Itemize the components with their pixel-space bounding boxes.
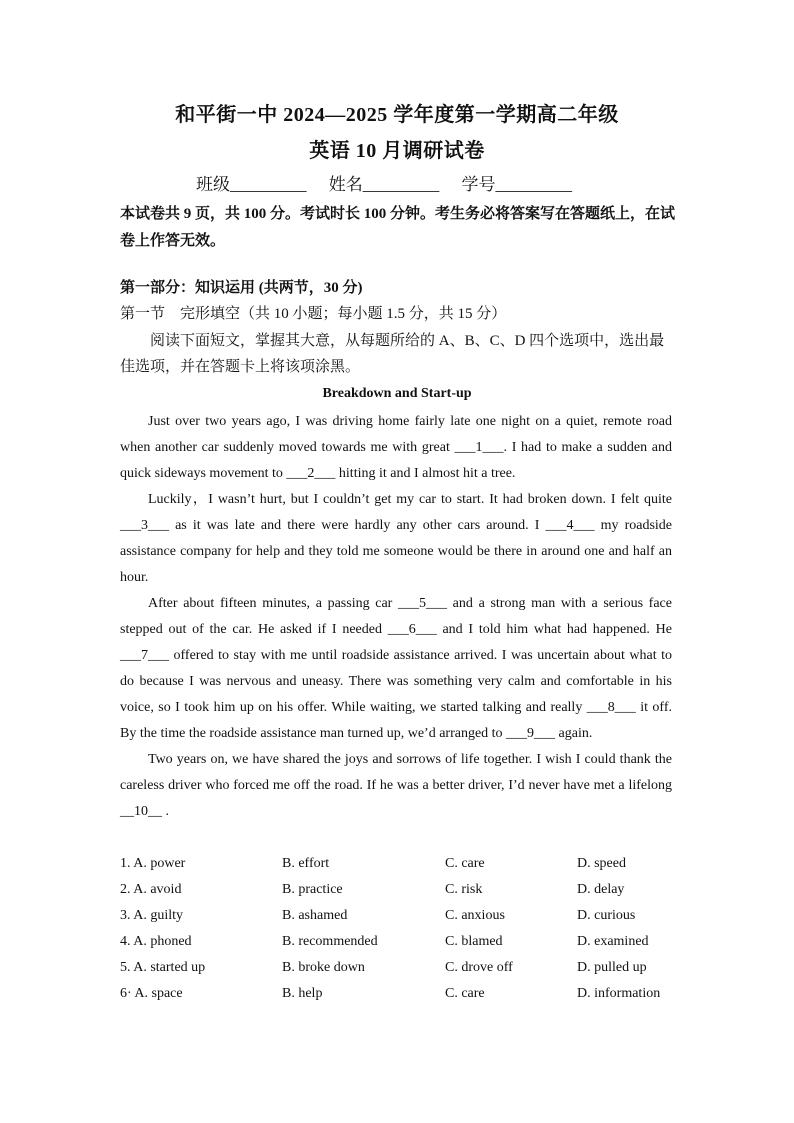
option-a: 3. A. guilty	[120, 908, 184, 923]
class-field: 班级_________	[196, 175, 307, 194]
name-field: 姓名_________	[328, 175, 440, 194]
option-b: B. help	[282, 986, 323, 1001]
option-b: B. ashamed	[282, 908, 348, 923]
passage-body	[120, 409, 672, 825]
passage-paragraph: After about fifteen minutes, a passing car ___5___ and a strong man with a serious face stepped out of the car. He asked if I needed ___6___ and I told him what had happened. He ___7___ offered to stay with me until roadside assistance arrived. I was uncertain about what to do because I was nervous and uneasy. There was something very calm and comfortable in his voice, so I took him up on his offer. While waiting, we started talking and really ___8___ it off. By the time the roadside assistance man turned up, we’d arranged to ___9___ again.	[120, 596, 672, 741]
exam-subtitle: 英语 10 月调研试卷	[309, 140, 485, 162]
option-row	[120, 955, 680, 981]
section1-heading: 第一节 完形填空（共 10 小题；每小题 1.5 分，共 15 分）	[120, 306, 507, 322]
option-c: C. drove off	[445, 960, 513, 975]
answer-options	[120, 851, 680, 1007]
option-b: B. recommended	[282, 934, 378, 949]
passage-paragraph: Luckily，I wasn’t hurt, but I couldn’t get my car to start. It had broken down. I felt quite ___3___ as it was late and there were hardly any other cars around. I ___4___ my roadside assistance company for help and they told me someone would be there in around one and half an hour.	[120, 492, 672, 585]
option-c: C. anxious	[445, 908, 505, 923]
section1-instruction: 阅读下面短文，掌握其大意，从每题所给的 A、B、C、D 四个选项中，选出最佳选项，并在答题卡上将该项涂黑。	[120, 333, 665, 375]
option-row	[120, 981, 680, 1007]
passage-paragraph: Just over two years ago, I was driving home fairly late one night on a quiet, remote road when another car suddenly moved towards me with great ___1___. I had to make a sudden and quick sideways movement to ___2___ hitting it and I almost hit a tree.	[120, 414, 672, 481]
option-b: B. practice	[282, 882, 343, 897]
option-a: 1. A. power	[120, 856, 186, 871]
option-d: D. curious	[577, 908, 636, 923]
option-b: B. effort	[282, 856, 330, 871]
option-row	[120, 903, 680, 929]
option-d: D. examined	[577, 934, 649, 949]
option-a: 5. A. started up	[120, 960, 206, 975]
option-row	[120, 851, 680, 877]
option-a: 6· A. space	[120, 986, 183, 1001]
option-row	[120, 929, 680, 955]
exam-title: 和平街一中 2024—2025 学年度第一学期高二年级	[175, 104, 619, 126]
option-d: D. speed	[577, 856, 626, 871]
option-row	[120, 877, 680, 903]
option-b: B. broke down	[282, 960, 365, 975]
option-c: C. risk	[445, 882, 483, 897]
passage-paragraph: Two years on, we have shared the joys and sorrows of life together. I wish I could thank the careless driver who forced me off the road. If he was a better driver, I’d never have met a lifelong __10__ .	[120, 752, 672, 819]
option-d: D. information	[577, 986, 661, 1001]
part1-heading: 第一部分：知识运用 (共两节，30 分)	[120, 280, 363, 296]
student-id-field: 学号_________	[461, 175, 572, 194]
option-a: 4. A. phoned	[120, 934, 192, 949]
student-info	[196, 170, 590, 195]
passage-title: Breakdown and Start-up	[322, 386, 472, 401]
option-c: C. care	[445, 986, 485, 1001]
option-a: 2. A. avoid	[120, 882, 182, 897]
option-c: C. blamed	[445, 934, 503, 949]
option-d: D. pulled up	[577, 960, 647, 975]
option-d: D. delay	[577, 882, 625, 897]
option-c: C. care	[445, 856, 485, 871]
exam-notice: 本试卷共 9 页，共 100 分。考试时长 100 分钟。考生务必将答案写在答题纸上，在试卷上作答无效。	[120, 206, 676, 249]
